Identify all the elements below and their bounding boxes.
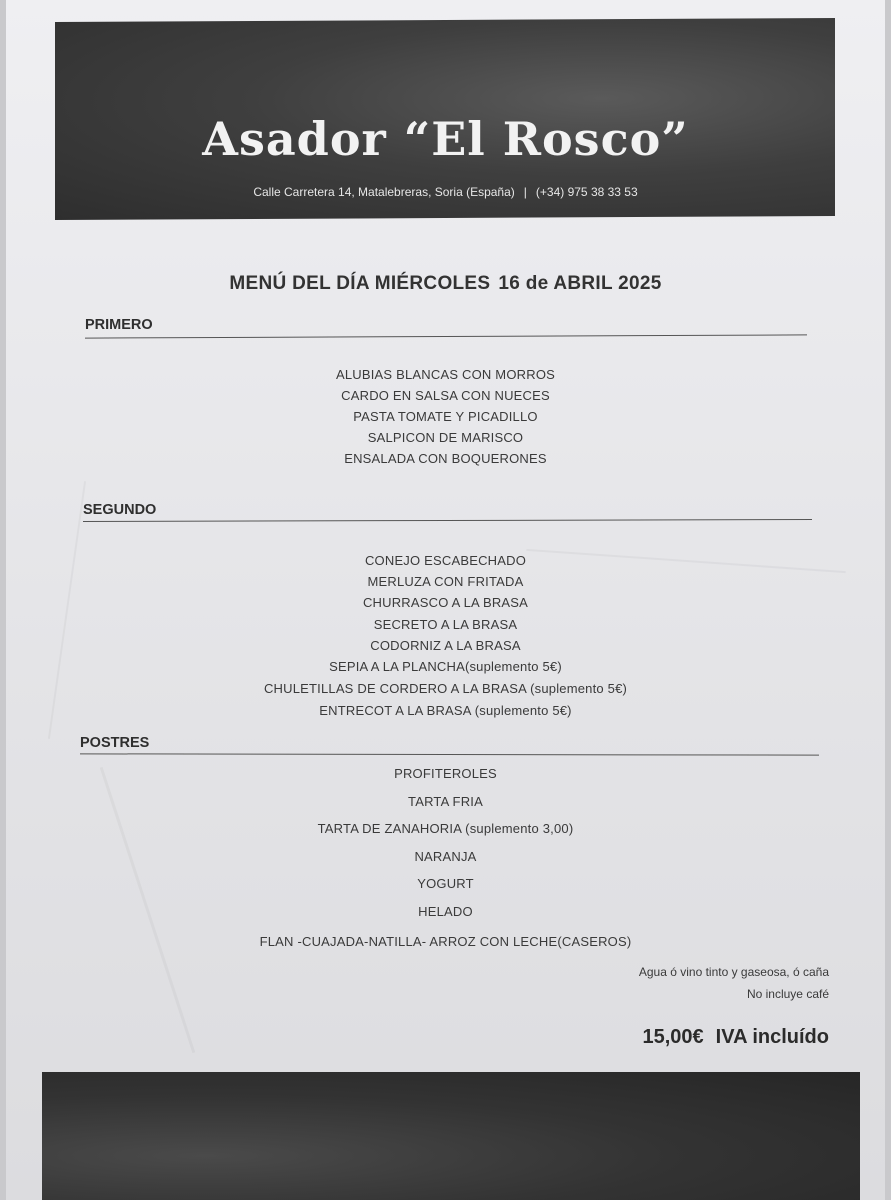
restaurant-contact: [0, 185, 891, 199]
list-item: ALUBIAS BLANCAS CON MORROS: [335, 367, 556, 382]
list-item: CONEJO ESCABECHADO: [364, 553, 527, 568]
list-item: CHULETILLAS DE CORDERO A LA BRASA (suplemento 5€): [263, 681, 628, 696]
list-item: CARDO EN SALSA CON NUECES: [341, 388, 550, 403]
list-item: ENSALADA CON BOQUERONES: [344, 451, 547, 466]
restaurant-name: Asador “El Rosco”: [202, 112, 689, 166]
menu-price: [642, 1026, 829, 1049]
drinks-note: Agua ó vino tinto y gaseosa, ó caña: [638, 965, 829, 979]
menu-date: 16 de ABRIL 2025: [498, 273, 662, 294]
restaurant-address: Calle Carretera 14, Matalebreras, Soria (España): [253, 185, 515, 199]
footer-banner: [42, 1072, 860, 1200]
section-heading-primero: PRIMERO: [85, 317, 153, 333]
list-item: SALPICON DE MARISCO: [367, 430, 524, 445]
menu-title: [0, 273, 891, 295]
list-item: FLAN -CUAJADA-NATILLA- ARROZ CON LECHE(CASEROS): [259, 934, 632, 949]
price-tax-note: IVA incluído: [715, 1026, 829, 1048]
list-item: NARANJA: [414, 849, 477, 864]
list-item: CHURRASCO A LA BRASA: [362, 595, 529, 610]
menu-day: MENÚ DEL DÍA MIÉRCOLES: [229, 273, 491, 294]
list-item: PASTA TOMATE Y PICADILLO: [353, 409, 538, 424]
coffee-note: No incluye café: [746, 987, 829, 1001]
restaurant-phone: (+34) 975 38 33 53: [535, 185, 638, 199]
list-item: TARTA DE ZANAHORIA (suplemento 3,00): [317, 821, 574, 836]
list-item: PROFITEROLES: [394, 766, 497, 781]
list-item: MERLUZA CON FRITADA: [367, 574, 524, 589]
list-item: SECRETO A LA BRASA: [373, 617, 518, 632]
section-heading-postres: POSTRES: [80, 735, 150, 751]
list-item: TARTA FRIA: [408, 794, 483, 809]
paper-crease: [48, 481, 86, 739]
list-item: ENTRECOT A LA BRASA (suplemento 5€): [319, 703, 572, 718]
list-item: CODORNIZ A LA BRASA: [370, 638, 521, 653]
list-item: YOGURT: [417, 876, 474, 891]
list-item: HELADO: [418, 904, 473, 919]
price-amount: 15,00€: [642, 1026, 704, 1048]
contact-separator: |: [523, 185, 527, 199]
list-item: SEPIA A LA PLANCHA(suplemento 5€): [329, 659, 562, 674]
section-heading-segundo: SEGUNDO: [83, 502, 157, 518]
